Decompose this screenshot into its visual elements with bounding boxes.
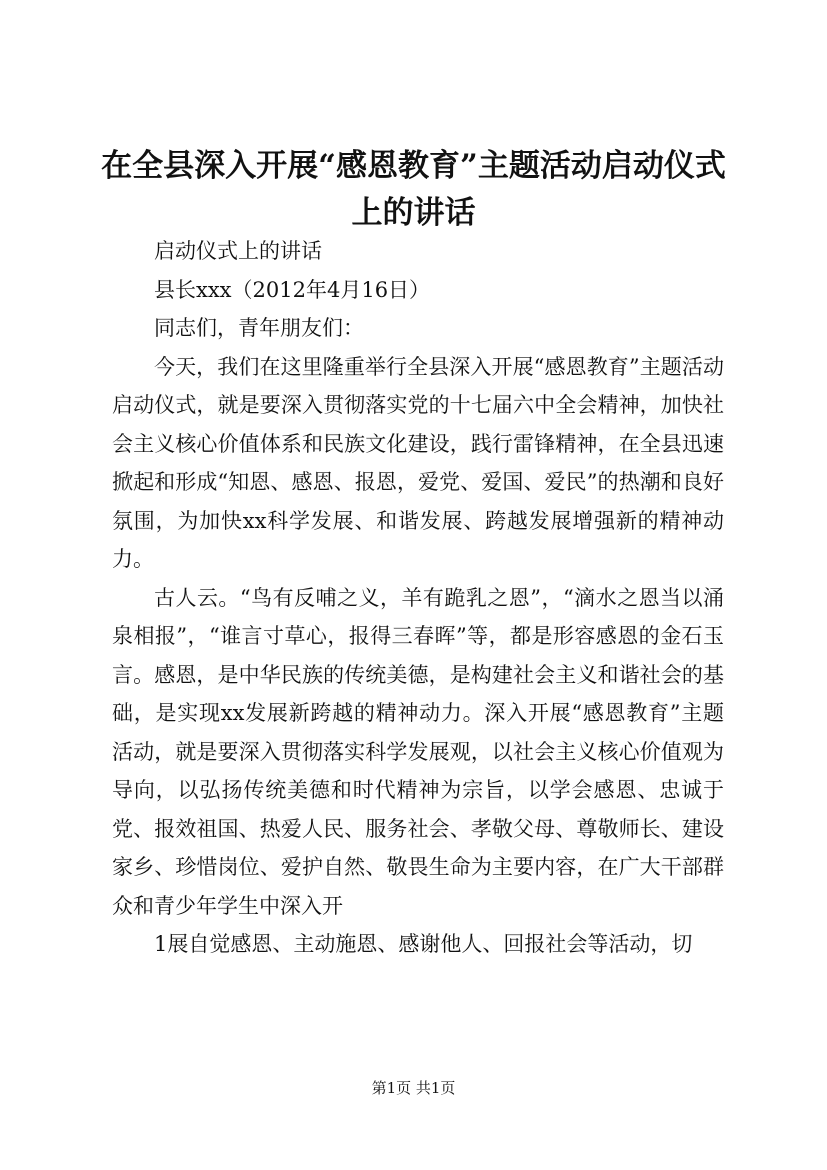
paragraph-subtitle: 启动仪式上的讲话	[154, 239, 322, 263]
paragraph-body: 今天，我们在这里隆重举行全县深入开展“感恩教育”主题活动启动仪式，就是要深入贯彻落实党的十七届六中全会精神，加快社会主义核心价值体系和民族文化建设，践行雷锋精神，在全县迅速掀起和形成“知恩、感恩、报恩，爱党、爱国、爱民”的热潮和良好氛围，为加快xx科学发展、和谐发展、跨越发展增强新的精神动力。	[112, 354, 724, 571]
document-body	[112, 232, 724, 964]
paragraph-speaker-date: 县长xxx（2012年4月16日）	[154, 277, 431, 302]
paragraph-greeting: 同志们，青年朋友们：	[154, 316, 364, 340]
paragraph-body: 古人云。“鸟有反哺之义，羊有跪乳之恩”，“滴水之恩当以涌泉相报”，“谁言寸草心，报得三春晖”等，都是形容感恩的金石玉言。感恩，是中华民族的传统美德，是构建社会主义和谐社会的基础，是实现xx发展新跨越的精神动力。深入开展“感恩教育”主题活动，就是要深入贯彻落实科学发展观，以社会主义核心价值观为导向，以弘扬传统美德和时代精神为宗旨，以学会感恩、忠诚于党、报效祖国、热爱人民、服务社会、孝敬父母、尊敬师长、建设家乡、珍惜岗位、爱护自然、敬畏生命为主要内容，在广大干部群众和青少年学生中深入开	[112, 585, 724, 918]
page-footer: 第1页 共1页	[371, 1079, 456, 1097]
paragraph-body: 1展自觉感恩、主动施恩、感谢他人、回报社会等活动，切	[154, 932, 693, 956]
document-title: 在全县深入开展“感恩教育”主题活动启动仪式上的讲话	[101, 148, 726, 231]
